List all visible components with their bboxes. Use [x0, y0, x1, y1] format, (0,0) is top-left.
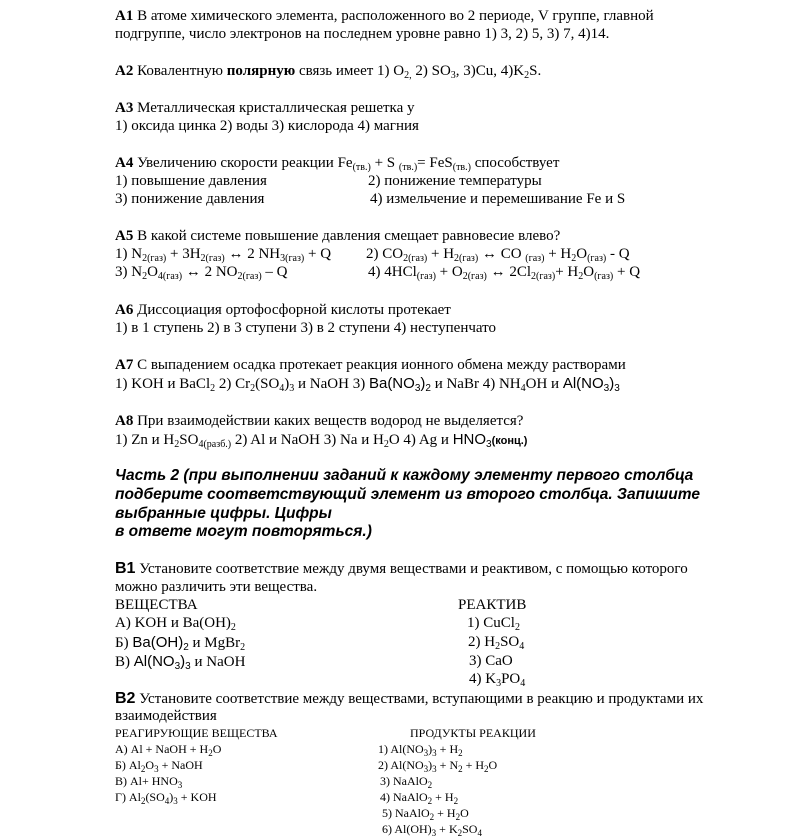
product-4: 4) NaAlO$_2$ + $H_2$	[380, 790, 459, 806]
question-text: подгруппе, число электронов на последнем уровне равно 1) 3, 2) 5, 3) 7, 4)14.	[115, 26, 610, 42]
option-3	[115, 191, 264, 208]
option-3: 3) $N_2O_{4(газ)}$ ↔ 2 $NO_{2(газ)}$ – Q	[115, 264, 288, 282]
question-b2-line1	[115, 690, 703, 708]
question-text: , 3)Cu, 4)K	[455, 63, 525, 79]
reagent-4: 4) $K_3PO_4$	[469, 671, 526, 689]
emphasis-text: полярную	[226, 63, 296, 79]
question-a7-options: 1) KOH и BaCl$_2$ 2) $Cr_2(SO_4)_3$ и NaOH 3) $Ba(NO_3)_2$ и NaBr 4) $NH_4OH$ и $Al(NO_3)_3$	[115, 375, 620, 394]
product-3: 3) NaAlO$_2$	[380, 774, 433, 790]
question-a2	[115, 63, 541, 80]
column-header-reactants: РЕАГИРУЮЩИЕ ВЕЩЕСТВА	[115, 726, 278, 740]
question-text: С выпадением осадка протекает реакция ионного обмена между растворами	[133, 357, 626, 373]
question-text: Диссоциация ортофосфорной кислоты протекает	[133, 302, 451, 318]
question-text: Ковалентную	[133, 63, 227, 79]
question-b2-line2	[115, 708, 217, 725]
question-text: Установите соответствие между двумя веществами и реактивом, с помощью которого	[135, 561, 688, 577]
substance-b: Б) $Ba(OH)_2$ и MgBr$_2$	[115, 634, 246, 653]
question-text: В атоме химического элемента, расположенного во 2 периоде, V группе, главной	[133, 8, 654, 24]
question-a5	[115, 228, 560, 245]
column-header-substances: ВЕЩЕСТВА	[115, 597, 198, 613]
question-number: В2	[115, 690, 136, 707]
product-6: 6) $Al(OH)_3 + K_2SO_4$	[382, 822, 482, 838]
answer-option: 1) повышение давления	[115, 173, 267, 189]
question-a6-options	[115, 320, 496, 337]
question-number: А8	[115, 413, 134, 429]
question-number: А6	[115, 302, 134, 318]
answer-options: 1) в 1 ступень 2) в 3 ступени 3) в 2 ступени 4) неступенчато	[115, 320, 497, 336]
option-2	[368, 173, 542, 190]
question-a4	[115, 155, 559, 172]
subscript: (тв.)	[398, 162, 418, 173]
question-text: Увеличению скорости реакции Fe	[133, 155, 353, 171]
subscript: 2,	[404, 70, 412, 81]
question-a1-line1	[115, 8, 654, 25]
part2-heading-line4: в ответе могут повторяться.)	[115, 523, 372, 540]
question-text: взаимодействия	[115, 708, 217, 724]
option-1	[115, 173, 267, 190]
question-number: А2	[115, 63, 134, 79]
question-text: При взаимодействии каких веществ водород не выделяется?	[133, 413, 524, 429]
question-text: способствует	[471, 155, 560, 171]
question-number: А3	[115, 100, 134, 116]
question-number: А1	[115, 8, 134, 24]
question-a8	[115, 413, 523, 430]
product-1: 1) $Al(NO_3)_3 + H_2$	[378, 742, 463, 758]
question-text: Установите соответствие между веществами, вступающими в реакцию и продуктами их	[135, 691, 704, 707]
reagent-1: 1) CuCl$_2$	[467, 615, 520, 633]
question-text: связь имеет 1) O	[295, 63, 405, 79]
part2-heading-line2: подберите соответствующий элемент из второго столбца. Запишите	[115, 486, 700, 503]
product-2: 2) $Al(NO_3)_3 + N_2 + H_2O$	[378, 758, 498, 774]
subscript: 3	[450, 70, 456, 81]
question-a3	[115, 100, 415, 117]
option-4: 4) $4HCl_{(газ)} + O_{2(газ)}$ ↔ $2Cl_{2(газ)}+ H_2O_{(газ)} + Q$	[368, 264, 641, 282]
answer-option: 4) измельчение и перемешивание Fe и S	[370, 191, 626, 207]
option-4	[370, 191, 625, 208]
question-number: А7	[115, 357, 134, 373]
question-a3-options	[115, 118, 419, 135]
question-number: А4	[115, 155, 134, 171]
reactant-c: В) $Al+ HNO_3$	[115, 774, 183, 790]
product-5: 5) NaAlO$_2$ + $H_2O$	[382, 806, 469, 822]
substance-c: В) $Al(NO_3)_3$ и NaOH	[115, 653, 246, 672]
question-text: = FeS	[417, 155, 453, 171]
question-text: В какой системе повышение давления смещает равновесие влево?	[133, 228, 561, 244]
answer-option: 2) понижение температуры	[368, 173, 542, 189]
question-number: В1	[115, 560, 136, 577]
answer-option: 3) понижение давления	[115, 191, 265, 207]
question-a1-line2	[115, 26, 609, 43]
part2-heading-line1: Часть 2 (при выполнении заданий к каждому элементу первого столбца	[115, 467, 694, 484]
question-text: S.	[529, 63, 542, 79]
option-2: 2) $CO_{2(газ)} + H_{2(газ)}$ ↔ CO $_{(газ)} + H_2O_{(газ)} - Q$	[366, 246, 630, 264]
column-header-reagent: РЕАКТИВ	[458, 597, 527, 613]
subscript: 2	[524, 70, 530, 81]
substance-a: А) KOH и $Ba(OH)_2$	[115, 615, 236, 633]
question-a6	[115, 302, 451, 319]
question-a7	[115, 357, 626, 374]
question-a8-options: 1) Zn и $H_2SO_{4(разб.)}$ 2) Al и NaOH 3) Na и $H_2O$ 4) Ag и $HNO_3(конц.)$	[115, 431, 528, 450]
question-number: А5	[115, 228, 134, 244]
reagent-2: 2) $H_2SO_4$	[468, 634, 525, 652]
option-1: 1) $N_{2(газ)} + 3H_{2(газ)}$ ↔ 2 $NH_{3(газ)} + Q$	[115, 246, 332, 264]
subscript: (тв.)	[452, 162, 471, 173]
part2-heading-line3: выбранные цифры. Цифры	[115, 505, 332, 522]
question-text: + S	[370, 155, 399, 171]
question-b1-line2	[115, 579, 317, 596]
question-text: 2) SO	[411, 63, 451, 79]
reactant-a: А) Al + NaOH + $H_2O$	[115, 742, 222, 758]
answer-options: 1) оксида цинка 2) воды 3) кислорода 4) магния	[115, 118, 419, 134]
reactant-d: Г) $Al_2(SO_4)_3$ + KOH	[115, 790, 217, 806]
reagent-3: 3) CaO	[469, 653, 513, 669]
question-b1-line1	[115, 560, 688, 578]
subscript: (тв.)	[352, 162, 371, 173]
reactant-b: Б) $Al_2O_3$ + NaOH	[115, 758, 203, 774]
question-text: Металлическая кристаллическая решетка у	[133, 100, 415, 116]
column-header-products: ПРОДУКТЫ РЕАКЦИИ	[410, 726, 536, 740]
question-text: можно различить эти вещества.	[115, 579, 318, 595]
